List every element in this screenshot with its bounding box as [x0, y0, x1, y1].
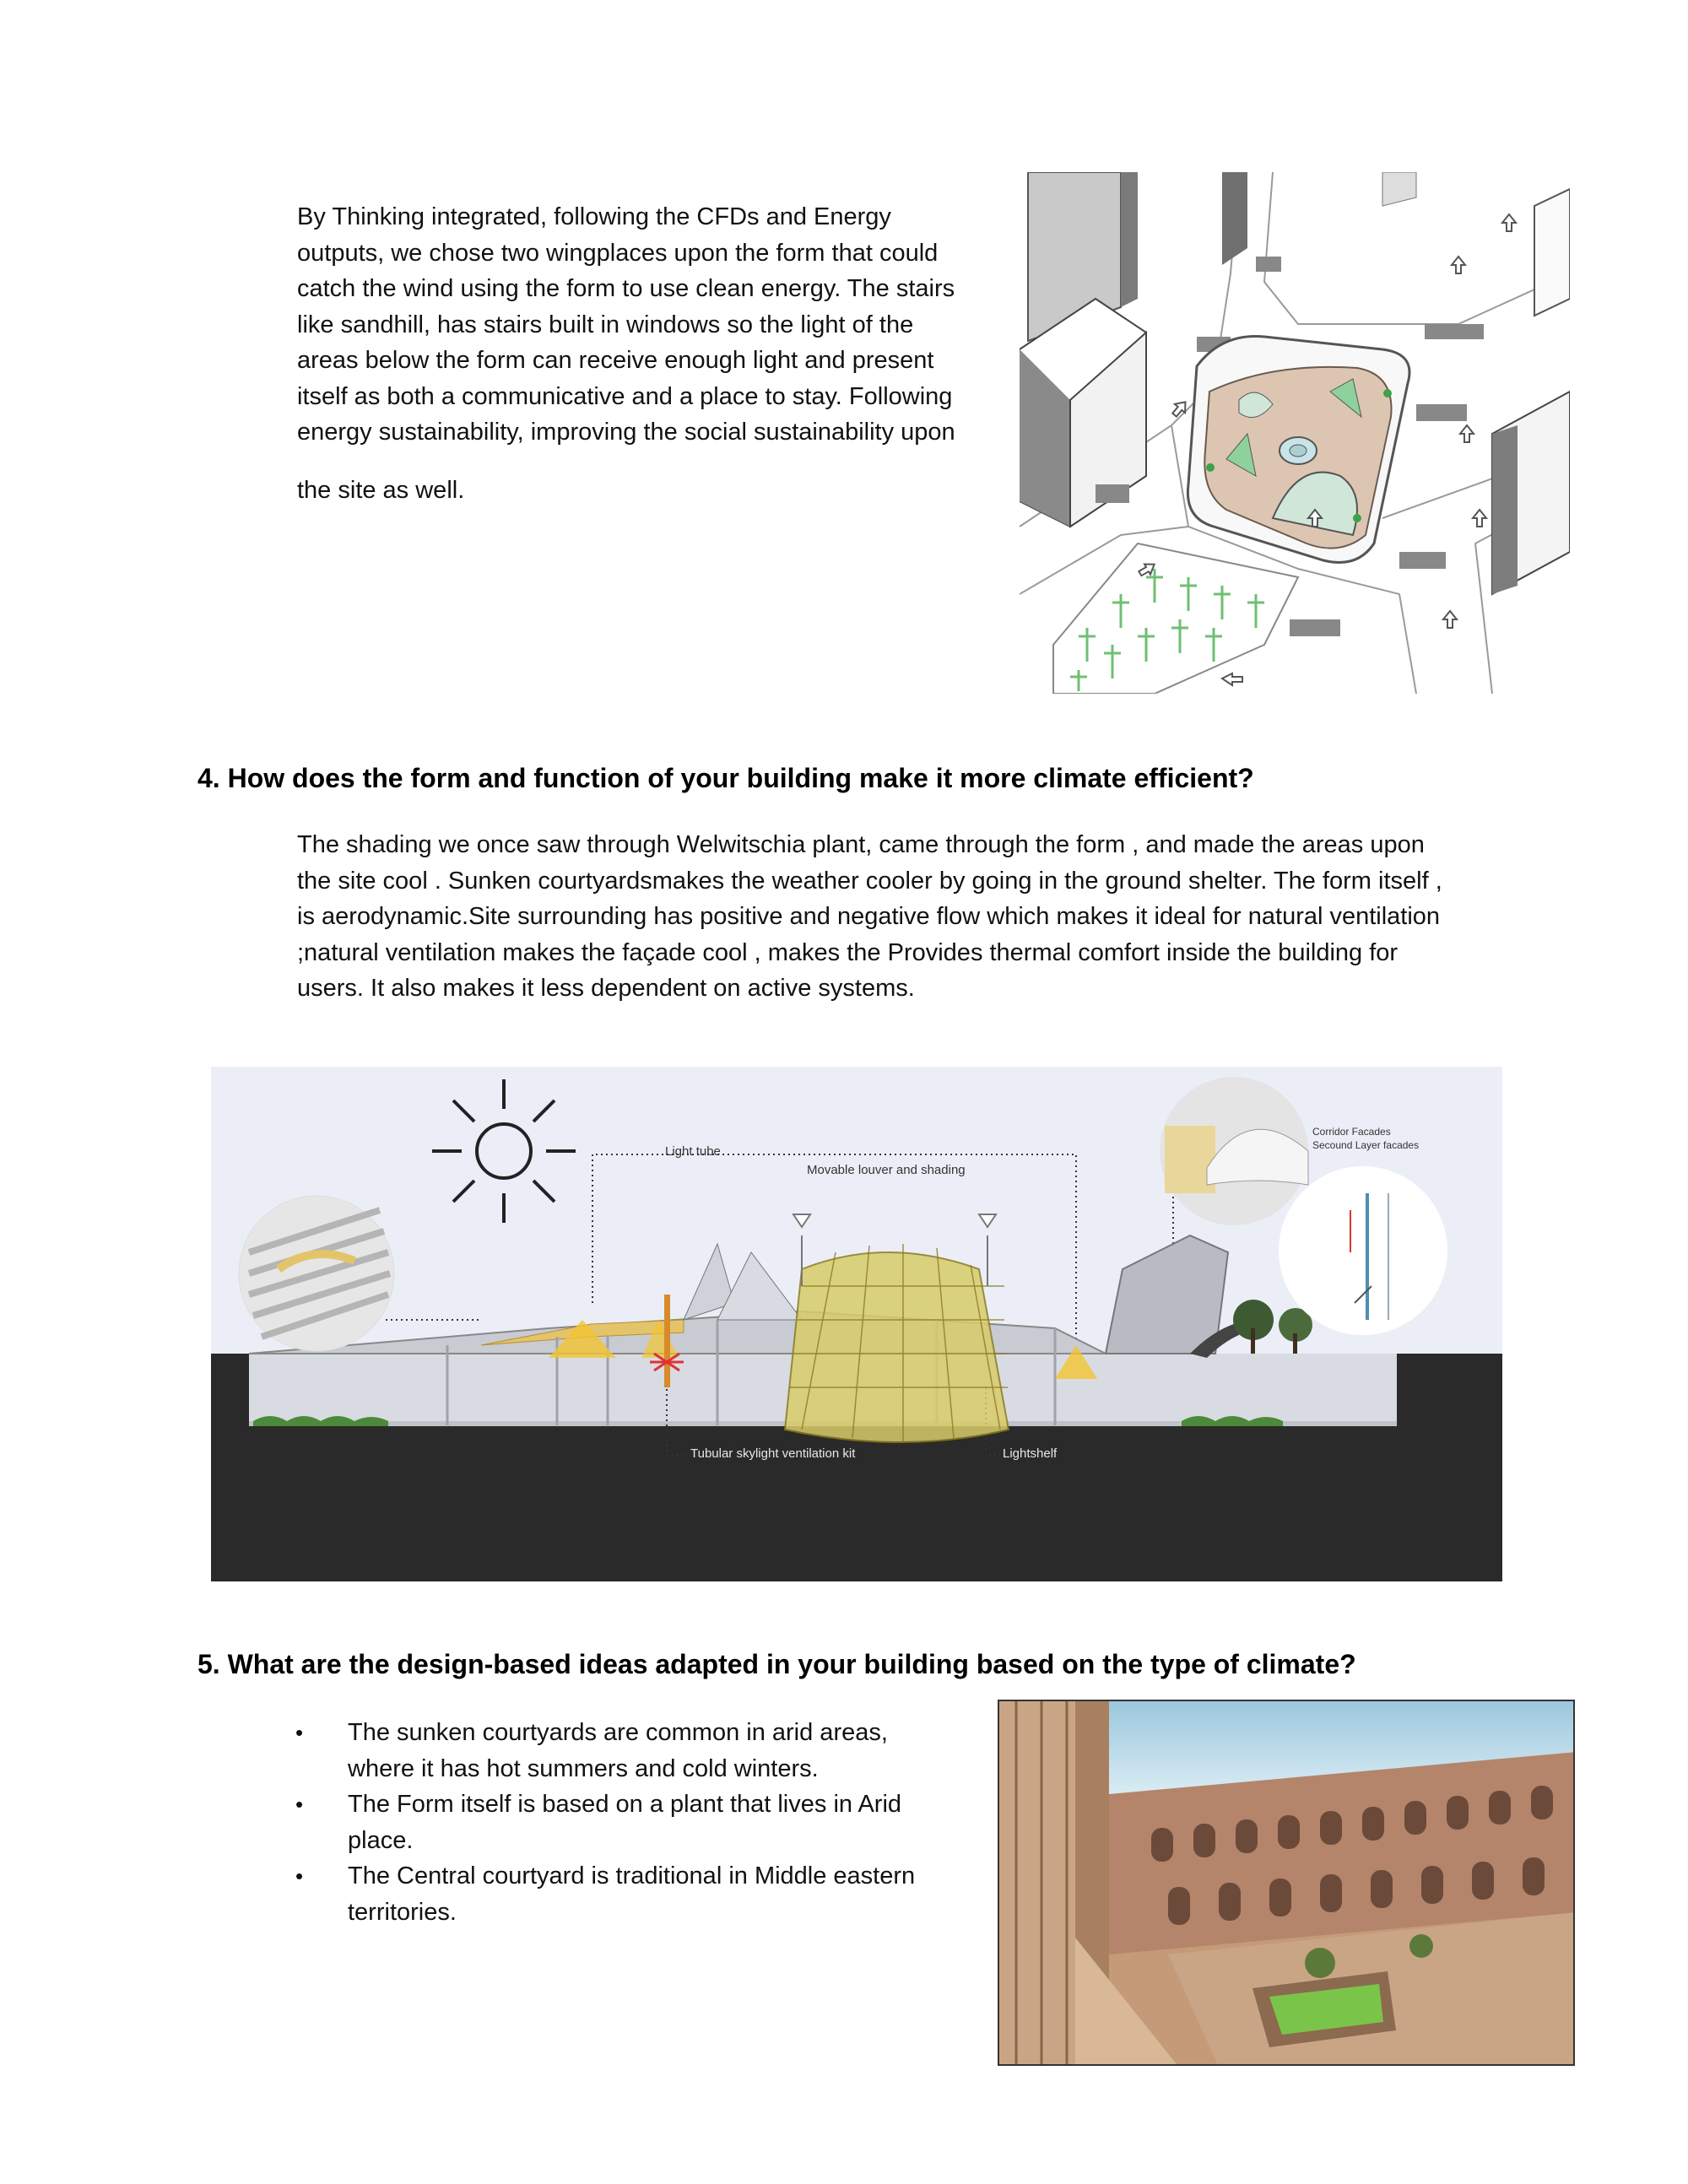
section-diagram	[211, 1067, 1502, 1581]
label-tubular-skylight: Tubular skylight ventilation kit	[690, 1446, 856, 1461]
section4-paragraph	[297, 827, 1504, 1007]
section4-line: is aerodynamic.Site surrounding has positive and negative flow which makes it ideal for natural ventilation	[297, 903, 1441, 930]
label-corridor-facades: Corridor Facades	[1312, 1126, 1391, 1138]
building-block	[1382, 172, 1570, 594]
sun-icon	[432, 1079, 576, 1223]
intro-line: areas below the form can receive enough light and present	[297, 347, 934, 374]
label-movable-louver: Movable louver and shading	[807, 1163, 966, 1177]
section4-line: ;natural ventilation makes the façade cool , makes the Provides thermal comfort inside the building for	[297, 938, 1399, 966]
intro-line: By Thinking integrated, following the CFDs and Energy	[297, 203, 891, 230]
bullet-icon: •	[295, 1720, 304, 1745]
intro-line: like sandhill, has stairs built in windows so the light of the	[297, 311, 914, 338]
intro-line: catch the wind using the form to use clean energy. The stairs	[297, 275, 955, 302]
section4-line: the site cool . Sunken courtyardsmakes the weather cooler by going in the ground shelter. The form itself ,	[297, 867, 1442, 895]
list-item: • The Form itself is based on a plant that lives in Arid place.	[348, 1787, 955, 1858]
intro-last-line: the site as well.	[297, 477, 465, 504]
label-light-tube: Light tube	[665, 1144, 721, 1159]
section5-heading: 5. What are the design-based ideas adapted in your building based on the type of climate?	[197, 1649, 1356, 1679]
site-plan-image	[1020, 172, 1570, 694]
section4-heading: 4. How does the form and function of your building make it more climate efficient?	[197, 763, 1254, 793]
intro-paragraph	[297, 199, 998, 451]
intro-line: itself as both a communicative and a place to stay. Following	[297, 382, 953, 410]
list-item: • The Central courtyard is traditional in Middle eastern territories.	[348, 1858, 955, 1930]
intro-line: energy sustainability, improving the social sustainability upon	[297, 419, 955, 446]
canopy-shading	[785, 1252, 1009, 1442]
section4-line: The shading we once saw through Welwitschia plant, came through the form , and made the areas upon	[297, 831, 1425, 858]
label-lightshelf: Lightshelf	[1003, 1446, 1058, 1461]
section5-bullet-list	[295, 1715, 955, 1930]
bullet-icon: •	[295, 1863, 304, 1889]
label-second-layer-facades: Secound Layer facades	[1312, 1139, 1420, 1151]
list-item: • The sunken courtyards are common in arid areas, where it has hot summers and cold winters.	[348, 1715, 955, 1787]
intro-line: outputs, we chose two wingplaces upon the form that could	[297, 239, 939, 267]
bullet-icon: •	[295, 1792, 304, 1817]
section4-line: users. It also makes it less dependent on active systems.	[297, 975, 915, 1002]
courtyard-photo	[998, 1700, 1575, 2066]
